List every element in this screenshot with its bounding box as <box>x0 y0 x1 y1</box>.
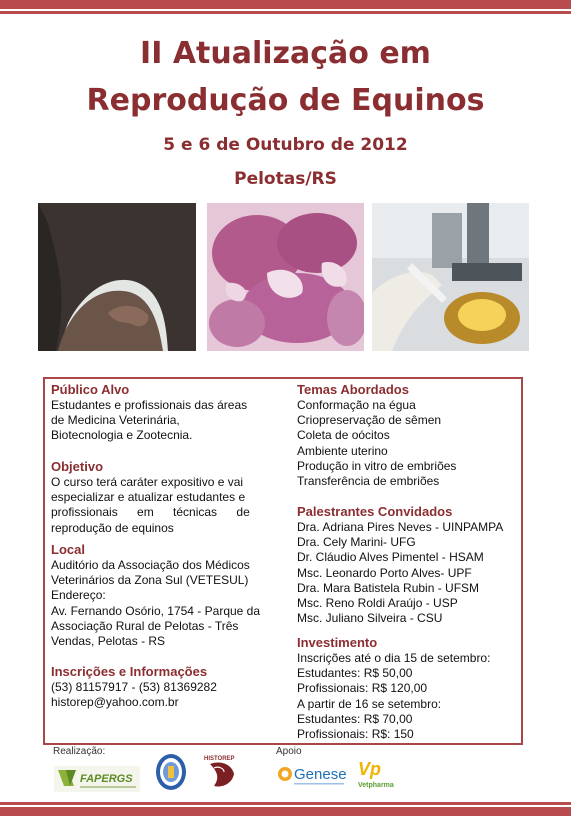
publico-line: Biotecnologia e Zootecnia. <box>51 428 193 443</box>
top-band <box>0 0 571 14</box>
temas-section <box>297 382 517 489</box>
fapergs-logo <box>54 766 140 792</box>
local-line: Associação Rural de Pelotas - Três <box>51 618 239 633</box>
bottom-band <box>0 802 571 816</box>
local-line: Vendas, Pelotas - RS <box>51 634 166 649</box>
event-city: Pelotas/RS <box>234 169 337 189</box>
objetivo-section <box>51 459 261 536</box>
objetivo-line: O curso terá caráter expositivo e vai <box>51 475 244 489</box>
event-date: 5 e 6 de Outubro de 2012 <box>163 135 408 155</box>
historep-logo <box>200 752 244 792</box>
genese-logo <box>276 760 348 790</box>
phone-numbers: (53) 81157917 - (53) 81369282 <box>51 680 217 694</box>
tema-item: Produção in vitro de embriões <box>297 458 457 473</box>
historep-text: HISTOREP <box>204 756 235 762</box>
palestrante-item: Dr. Cláudio Alves Pimentel - HSAM <box>297 550 484 565</box>
palestrantes-heading: Palestrantes Convidados <box>297 504 453 519</box>
investimento-line: Inscrições até o dia 15 de setembro: <box>297 651 491 665</box>
inscricoes-section <box>51 664 261 710</box>
local-section <box>51 542 261 649</box>
histology-photo <box>207 203 364 351</box>
publico-line: Estudantes e profissionais das áreas <box>51 398 248 412</box>
investimento-line: Estudantes: R$ 70,00 <box>297 711 413 726</box>
apoio-label: Apoio <box>276 746 302 757</box>
vetpharma-mark: Vp <box>358 759 382 779</box>
objetivo-heading: Objetivo <box>51 459 104 474</box>
vetpharma-text: Vetpharma <box>358 782 394 789</box>
palestrante-item: Dra. Mara Batistela Rubin - UFSM <box>297 580 480 595</box>
tema-item: Ambiente uterino <box>297 443 388 458</box>
palestrante-item: Dra. Cely Marini- UFG <box>297 535 416 550</box>
investimento-section <box>297 635 517 742</box>
microscope-photo <box>372 203 529 351</box>
objetivo-line: especializar e atualizar estudantes e <box>51 490 246 505</box>
objetivo-line: reprodução de equinos <box>51 520 174 535</box>
local-line: Endereço: <box>51 588 106 603</box>
palestrante-item: Dra. Adriana Pires Neves - UINPAMPA <box>297 520 504 534</box>
afi-seal-logo <box>155 752 187 792</box>
genese-text: Genese <box>294 766 347 783</box>
investimento-line: A partir de 16 se setembro: <box>297 696 442 711</box>
vetpharma-logo <box>356 755 396 791</box>
temas-heading: Temas Abordados <box>297 382 409 397</box>
palestrante-item: Msc. Reno Roldi Araújo - USP <box>297 596 458 611</box>
local-heading: Local <box>51 542 85 557</box>
palestrante-item: Msc. Leonardo Porto Alves- UPF <box>297 565 472 580</box>
title-line-2: Reprodução de Equinos <box>86 83 485 118</box>
objetivo-line: profissionais em técnicas de <box>51 505 250 520</box>
email-address[interactable]: historep@yahoo.com.br <box>51 695 179 710</box>
palestrante-item: Msc. Juliano Silveira - CSU <box>297 611 443 626</box>
tema-item: Transferência de embriões <box>297 474 440 489</box>
tema-item: Conformação na égua <box>297 398 416 412</box>
palestrantes-section <box>297 504 517 626</box>
local-line: Auditório da Associação dos Médicos <box>51 558 250 572</box>
tema-item: Criopreservação de sêmen <box>297 413 442 428</box>
investimento-heading: Investimento <box>297 635 378 650</box>
local-line: Av. Fernando Osório, 1754 - Parque da <box>51 603 261 618</box>
investimento-line: Profissionais: R$ 120,00 <box>297 681 428 696</box>
local-line: Veterinários da Zona Sul (VETESUL) <box>51 573 249 588</box>
inscricoes-heading: Inscrições e Informações <box>51 664 208 679</box>
tema-item: Coleta de oócitos <box>297 428 390 443</box>
publico-alvo-heading: Público Alvo <box>51 382 130 397</box>
title-line-1: II Atualização em <box>140 36 431 71</box>
fapergs-text: FAPERGS <box>80 773 133 785</box>
horse-photo <box>38 203 196 351</box>
publico-line: de Medicina Veterinária, <box>51 413 180 428</box>
publico-alvo-section <box>51 382 261 444</box>
investimento-line: Profissionais: R$: 150 <box>297 727 414 742</box>
realizacao-label: Realização: <box>53 746 106 757</box>
investimento-line: Estudantes: R$ 50,00 <box>297 666 413 681</box>
